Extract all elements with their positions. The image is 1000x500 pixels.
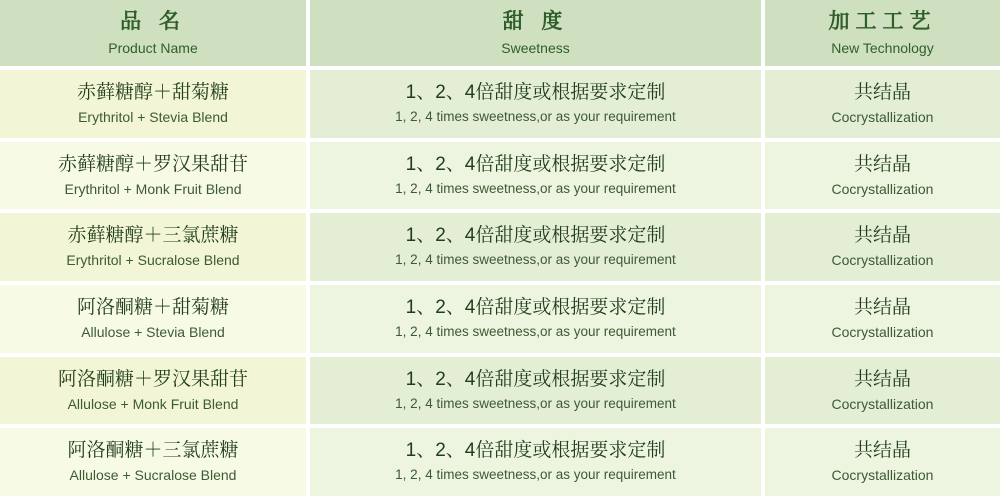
technology-cn: 共结晶 [853,153,911,175]
product-name-cn: 赤藓糖醇＋罗汉果甜苷 [57,153,248,175]
header-sweetness-en: Sweetness [501,40,570,56]
technology-en: Cocrystallization [831,467,934,484]
sweetness-en: 1, 2, 4 times sweetness,or as your requirement [395,395,676,411]
cell-sweetness [310,428,765,500]
sweetness-cn: 1、2、4倍甜度或根据要求定制 [405,225,666,247]
header-product-name-cn: 品 名 [120,10,186,33]
product-name-en: Allulose + Monk Fruit Blend [67,395,239,412]
cell-product-name [0,428,310,500]
technology-cn: 共结晶 [853,225,911,247]
sweetness-cn: 1、2、4倍甜度或根据要求定制 [405,440,666,462]
table-row [0,142,1000,214]
sweetness-cn: 1、2、4倍甜度或根据要求定制 [405,81,666,103]
product-name-en: Erythritol + Sucralose Blend [66,252,240,269]
cell-sweetness [310,285,765,357]
technology-cn: 共结晶 [853,440,911,462]
product-name-en: Allulose + Sucralose Blend [69,467,237,484]
technology-en: Cocrystallization [831,180,934,197]
technology-en: Cocrystallization [831,395,934,412]
header-cell-product-name [0,0,310,70]
product-name-cn: 赤藓糖醇＋三氯蔗糖 [67,225,239,247]
cell-product-name [0,70,310,142]
cell-technology [765,428,1000,500]
header-cell-technology [765,0,1000,70]
table-row [0,428,1000,500]
product-name-cn: 阿洛酮糖＋罗汉果甜苷 [57,368,248,390]
cell-technology [765,70,1000,142]
product-name-cn: 阿洛酮糖＋甜菊糖 [76,296,229,318]
technology-en: Cocrystallization [831,108,934,125]
sweetness-en: 1, 2, 4 times sweetness,or as your requirement [395,323,676,339]
product-name-en: Allulose + Stevia Blend [81,323,225,340]
header-technology-en: New Technology [831,40,934,56]
technology-cn: 共结晶 [853,296,911,318]
header-sweetness-cn: 甜 度 [502,10,569,33]
product-name-en: Erythritol + Monk Fruit Blend [64,180,242,197]
cell-technology [765,142,1000,214]
cell-product-name [0,285,310,357]
cell-sweetness [310,142,765,214]
product-name-cn: 赤藓糖醇＋甜菊糖 [76,81,229,103]
table-row [0,285,1000,357]
sweetness-cn: 1、2、4倍甜度或根据要求定制 [405,153,666,175]
header-product-name-en: Product Name [108,40,198,56]
cell-sweetness [310,213,765,285]
cell-technology [765,357,1000,429]
cell-technology [765,285,1000,357]
header-technology-cn: 加工工艺 [828,10,937,33]
sweetness-en: 1, 2, 4 times sweetness,or as your requirement [395,252,676,268]
table-row [0,70,1000,142]
technology-cn: 共结晶 [853,81,911,103]
technology-cn: 共结晶 [853,368,911,390]
sweetness-cn: 1、2、4倍甜度或根据要求定制 [405,296,666,318]
cell-product-name [0,357,310,429]
cell-technology [765,213,1000,285]
technology-en: Cocrystallization [831,323,934,340]
sweetness-en: 1, 2, 4 times sweetness,or as your requirement [395,108,676,124]
cell-sweetness [310,357,765,429]
cell-product-name [0,142,310,214]
technology-en: Cocrystallization [831,252,934,269]
sweetness-en: 1, 2, 4 times sweetness,or as your requirement [395,180,676,196]
header-cell-sweetness [310,0,765,70]
cell-product-name [0,213,310,285]
sweetness-en: 1, 2, 4 times sweetness,or as your requirement [395,467,676,483]
table-row [0,213,1000,285]
product-name-en: Erythritol + Stevia Blend [78,108,228,125]
sweetness-cn: 1、2、4倍甜度或根据要求定制 [405,368,666,390]
cell-sweetness [310,70,765,142]
table-header-row [0,0,1000,70]
product-name-cn: 阿洛酮糖＋三氯蔗糖 [67,440,239,462]
table-row [0,357,1000,429]
